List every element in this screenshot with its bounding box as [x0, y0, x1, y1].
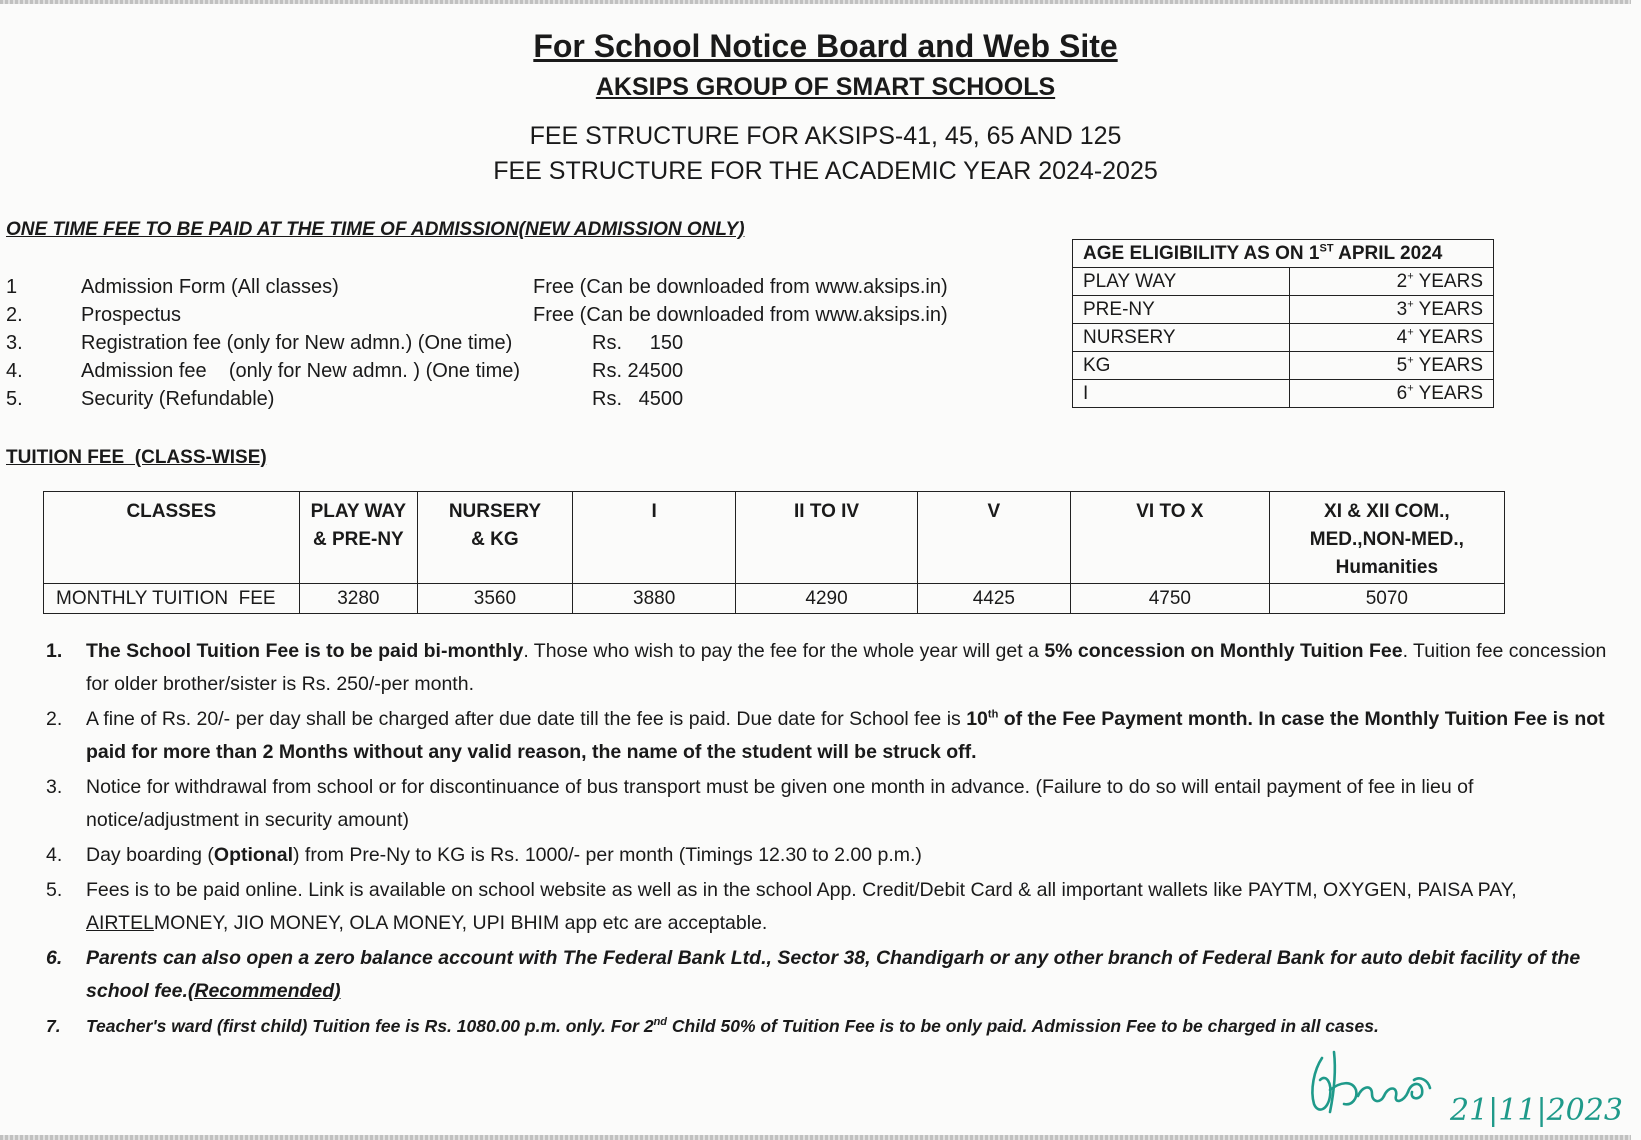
fee-structure-schools: FEE STRUCTURE FOR AKSIPS-41, 45, 65 AND 125	[529, 122, 1122, 150]
age-row	[1073, 268, 1494, 296]
age-class: PLAY WAY	[1073, 268, 1290, 296]
note-text: . Those who wish to pay the fee for the whole year will get a	[523, 640, 1045, 662]
fee-item-value: Rs. 4500	[592, 388, 684, 410]
age-years	[1290, 380, 1494, 408]
note-underline: AIRTEL	[86, 912, 154, 934]
tuition-col-header: CLASSES	[44, 492, 300, 584]
tuition-value-row	[44, 584, 1505, 614]
fee-note	[46, 635, 1621, 701]
age-years	[1290, 352, 1494, 380]
note-number: 2.	[46, 708, 63, 730]
note-number: 4.	[46, 844, 63, 866]
age-class: NURSERY	[1073, 324, 1290, 352]
tuition-row-label: MONTHLY TUITION FEE	[44, 584, 300, 614]
age-class: KG	[1073, 352, 1290, 380]
age-heading-text: AGE ELIGIBILITY AS ON 1	[1083, 242, 1320, 264]
fee-item	[6, 360, 1006, 388]
tuition-col-header: VI TO X	[1071, 492, 1270, 584]
handwritten-signature	[1300, 1040, 1623, 1132]
tuition-fee-value: 4290	[736, 584, 917, 614]
tuition-fee-value: 3880	[572, 584, 736, 614]
tuition-fee-table	[43, 491, 1505, 614]
age-plus: +	[1407, 298, 1414, 311]
note-text: A fine of Rs. 20/- per day shall be charged after due date till the fee is paid. Due date for School fee is	[86, 708, 967, 730]
age-row	[1073, 324, 1494, 352]
fee-item	[6, 304, 1006, 332]
note-text: Parents can also open a zero balance account with The Federal Bank Ltd., Sector 38, Chandigarh or any other branch of Federal Bank for auto debit facility of the school fee.	[86, 947, 1581, 1002]
age-row	[1073, 352, 1494, 380]
age-heading-text-post: APRIL 2024	[1333, 242, 1443, 264]
fee-item-number: 2.	[6, 304, 23, 326]
fee-item	[6, 332, 1006, 360]
fee-item-label: Admission fee (only for New admn. ) (One time)	[81, 360, 521, 382]
age-eligibility-heading	[1073, 240, 1494, 268]
signature-date: 21|11|2023	[1450, 1093, 1623, 1128]
tuition-fee-value: 4750	[1071, 584, 1270, 614]
age-plus: +	[1407, 382, 1414, 395]
age-unit: YEARS	[1413, 298, 1483, 320]
fee-item-number: 1	[6, 276, 18, 298]
tuition-header-row	[44, 492, 1505, 584]
age-eligibility-table	[1072, 239, 1494, 408]
note-number: 3.	[46, 776, 63, 798]
note-bold: Optional	[213, 844, 293, 866]
age-class: PRE-NY	[1073, 296, 1290, 324]
tuition-fee-value: 3280	[299, 584, 417, 614]
fee-item-number: 5.	[6, 388, 23, 410]
note-bold: 10	[966, 708, 988, 730]
fee-item-value: Rs. 24500	[592, 360, 684, 382]
age-plus: +	[1407, 326, 1414, 339]
fee-note	[46, 874, 1621, 940]
age-unit: YEARS	[1413, 382, 1483, 404]
age-value: 5	[1396, 354, 1408, 376]
note-number: 5.	[46, 879, 63, 901]
fee-note	[46, 1010, 1621, 1043]
school-group-name: AKSIPS GROUP OF SMART SCHOOLS	[595, 73, 1056, 101]
fee-item-label: Registration fee (only for New admn.) (One time)	[81, 332, 513, 354]
fee-item-label: Security (Refundable)	[81, 388, 275, 410]
age-years	[1290, 324, 1494, 352]
fee-structure-year: FEE STRUCTURE FOR THE ACADEMIC YEAR 2024-2025	[493, 157, 1158, 185]
fee-item-number: 3.	[6, 332, 23, 354]
fee-item-label: Prospectus	[81, 304, 182, 326]
note-text: ) from Pre-Ny to KG is Rs. 1000/- per month (Timings 12.30 to 2.00 p.m.)	[292, 844, 922, 866]
note-text: Notice for withdrawal from school or for discontinuance of bus transport must be given one month in advance. (Failure to do so will entail payment of fee in lieu of notice/adjustment in security amount)	[86, 776, 1474, 831]
fee-item-number: 4.	[6, 360, 23, 382]
age-unit: YEARS	[1413, 270, 1483, 292]
fee-item-value: Free (Can be downloaded from www.aksips.in)	[533, 276, 948, 298]
tuition-col-header: PLAY WAY & PRE-NY	[299, 492, 417, 584]
one-time-fee-heading: ONE TIME FEE TO BE PAID AT THE TIME OF ADMISSION(NEW ADMISSION ONLY)	[6, 219, 745, 240]
fee-item-value: Rs. 150	[592, 332, 684, 354]
age-plus: +	[1407, 270, 1414, 283]
note-number: 6.	[46, 947, 63, 969]
note-bold: The School Tuition Fee is to be paid bi-monthly	[86, 640, 524, 662]
note-bold: 5% concession on Monthly Tuition Fee	[1044, 640, 1403, 662]
fee-item	[6, 388, 1006, 416]
tuition-fee-value: 5070	[1269, 584, 1504, 614]
note-text: Day boarding (	[86, 844, 214, 866]
note-text: Child 50% of Tuition Fee is to be only paid. Admission Fee to be charged in all cases.	[667, 1016, 1379, 1036]
tuition-fee-value: 3560	[418, 584, 573, 614]
scan-edge-bottom	[0, 1135, 1631, 1140]
note-bold: of the Fee Payment month. In case the Monthly Tuition Fee is not paid for more than 2 Months without any valid reason, the name of the student will be struck off.	[86, 708, 1605, 763]
note-text: Fees is to be paid online. Link is available on school website as well as in the school App. Credit/Debit Card & all important wallets like PAYTM, OXYGEN, PAISA PAY,	[86, 879, 1517, 901]
fee-note	[46, 771, 1621, 837]
tuition-col-header: XI & XII COM., MED.,NON-MED., Humanities	[1269, 492, 1504, 584]
fee-item-value: Free (Can be downloaded from www.aksips.in)	[533, 304, 948, 326]
tuition-col-header: II TO IV	[736, 492, 917, 584]
age-row	[1073, 296, 1494, 324]
tuition-col-header: NURSERY & KG	[418, 492, 573, 584]
note-text: Teacher's ward (first child) Tuition fee is Rs. 1080.00 p.m. only. For 2	[86, 1016, 654, 1036]
tuition-col-header: V	[917, 492, 1070, 584]
fee-item-label: Admission Form (All classes)	[81, 276, 339, 298]
note-underline: (Recommended)	[187, 980, 341, 1002]
age-value: 4	[1396, 326, 1408, 348]
age-row	[1073, 380, 1494, 408]
age-value: 6	[1396, 382, 1408, 404]
note-number: 7.	[46, 1016, 61, 1036]
tuition-fee-heading: TUITION FEE (CLASS-WISE)	[6, 447, 267, 468]
tuition-fee-value: 4425	[917, 584, 1070, 614]
fee-note	[46, 839, 1621, 872]
age-years	[1290, 268, 1494, 296]
note-text: MONEY, JIO MONEY, OLA MONEY, UPI BHIM app etc are acceptable.	[153, 912, 768, 934]
one-time-fee-list	[6, 276, 1006, 416]
age-heading-sup: ST	[1319, 242, 1334, 255]
fee-notes-list	[46, 635, 1621, 1045]
age-value: 2	[1396, 270, 1408, 292]
age-value: 3	[1396, 298, 1408, 320]
note-sup: nd	[653, 1016, 668, 1029]
scan-edge-top	[0, 0, 1631, 4]
note-text: . Tuition fee concession for older brother/sister is Rs. 250/-per month.	[86, 640, 1607, 695]
age-plus: +	[1407, 354, 1414, 367]
fee-item	[6, 276, 1006, 304]
note-sup: th	[987, 708, 999, 721]
age-unit: YEARS	[1413, 326, 1483, 348]
age-class: I	[1073, 380, 1290, 408]
notice-title: For School Notice Board and Web Site	[533, 28, 1118, 64]
tuition-col-header: I	[572, 492, 736, 584]
age-unit: YEARS	[1413, 354, 1483, 376]
fee-note	[46, 942, 1621, 1008]
note-number: 1.	[46, 640, 63, 662]
fee-note	[46, 703, 1621, 769]
age-years	[1290, 296, 1494, 324]
